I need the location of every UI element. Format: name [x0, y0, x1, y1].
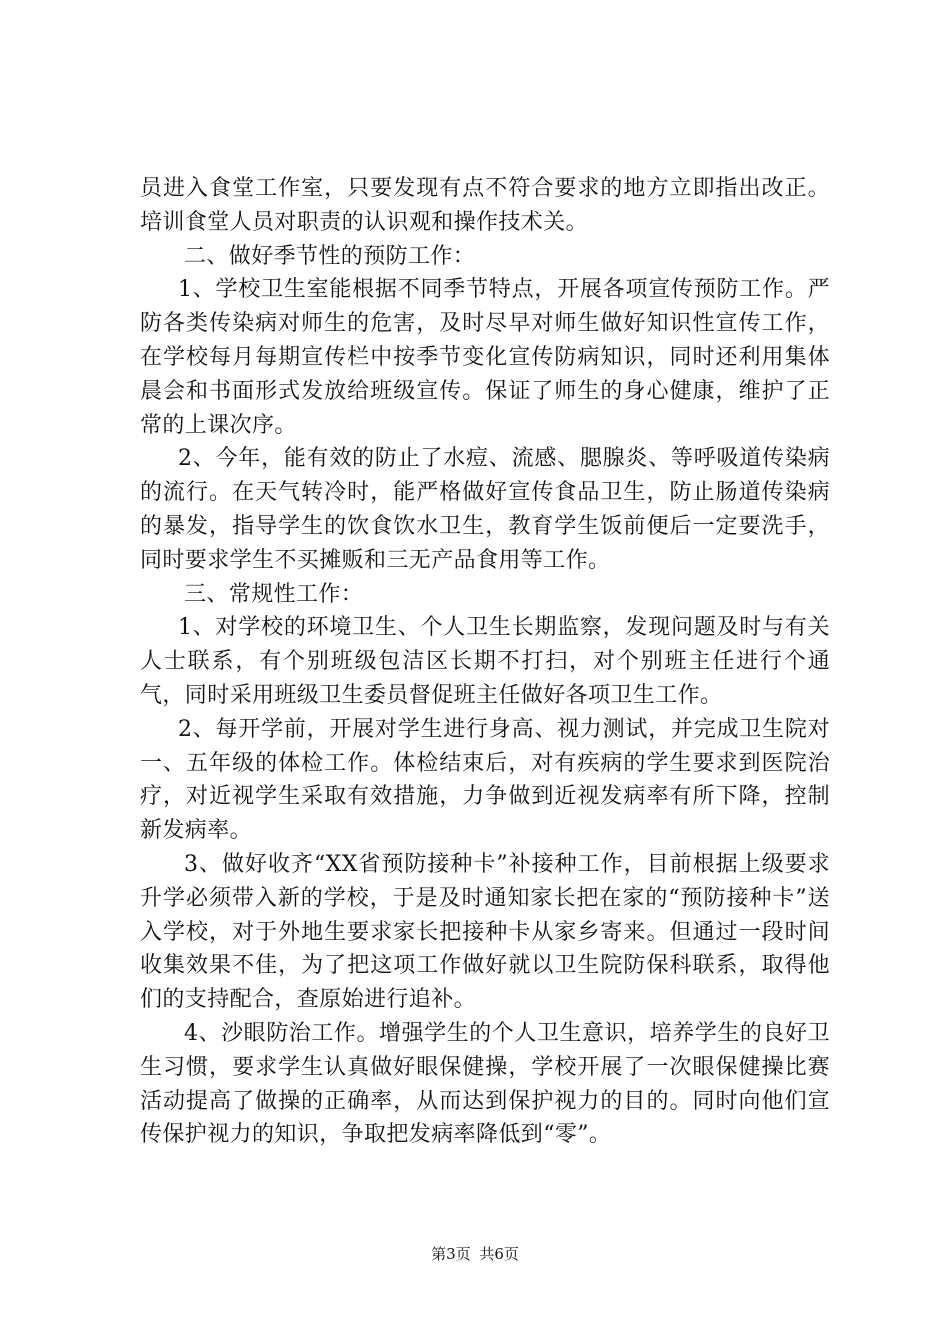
- section-heading-routine-work: 三、常规性工作：: [184, 581, 364, 607]
- page-footer: [0, 1244, 950, 1264]
- paragraph-seasonal-item-2: 2、今年，能有效的防止了水痘、流感、腮腺炎、等呼吸道传染病的流行。在天气转冷时，能严格做好宣传食品卫生，防止肠道传染病的暴发，指导学生的饮食饮水卫生，教育学生饭前便后一定要洗手，同时要求学生不买摊贩和三无产品食用等工作。: [140, 446, 830, 573]
- page-total: 共6页: [479, 1245, 519, 1263]
- paragraph-continuation: 员进入食堂工作室，只要发现有点不符合要求的地方立即指出改正。培训食堂人员对职责的认识观和操作技术关。: [140, 176, 830, 235]
- paragraph-routine-item-4: 4、沙眼防治工作。增强学生的个人卫生意识，培养学生的良好卫生习惯，要求学生认真做好眼保健操，学校开展了一次眼保健操比赛活动提高了做操的正确率，从而达到保护视力的目的。同时向他们宣传保护视力的知识，争取把发病率降低到“零”。: [140, 1020, 830, 1148]
- page-number: 第3页: [431, 1245, 471, 1263]
- paragraph-routine-item-3: 3、做好收齐“XX省预防接种卡”补接种工作，目前根据上级要求升学必须带入新的学校，于是及时通知家长把在家的“预防接种卡”送入学校，对于外地生要求家长把接种卡从家乡寄来。但通过一段时间收集效果不佳，为了把这项工作做好就以卫生院防保科联系，取得他们的支持配合，查原始进行追补。: [140, 851, 830, 1013]
- section-heading-seasonal-prevention: 二、做好季节性的预防工作：: [184, 243, 476, 269]
- paragraph-routine-item-2: 2、每开学前，开展对学生进行身高、视力测试，并完成卫生院对一、五年级的体检工作。体检结束后，对有疾病的学生要求到医院治疗，对近视学生采取有效措施，力争做到近视发病率有所下降，控制新发病率。: [140, 716, 830, 844]
- paragraph-seasonal-item-1: 1、学校卫生室能根据不同季节特点，开展各项宣传预防工作。严防各类传染病对师生的危害，及时尽早对师生做好知识性宣传工作，在学校每月每期宣传栏中按季节变化宣传防病知识，同时还利用集体晨会和书面形式发放给班级宣传。保证了师生的身心健康，维护了正常的上课次序。: [140, 277, 830, 438]
- document-body: [140, 172, 830, 1152]
- paragraph-routine-item-1: 1、对学校的环境卫生、个人卫生长期监察，发现问题及时与有关人士联系，有个别班级包洁区长期不打扫，对个别班主任进行个通气，同时采用班级卫生委员督促班主任做好各项卫生工作。: [140, 615, 830, 708]
